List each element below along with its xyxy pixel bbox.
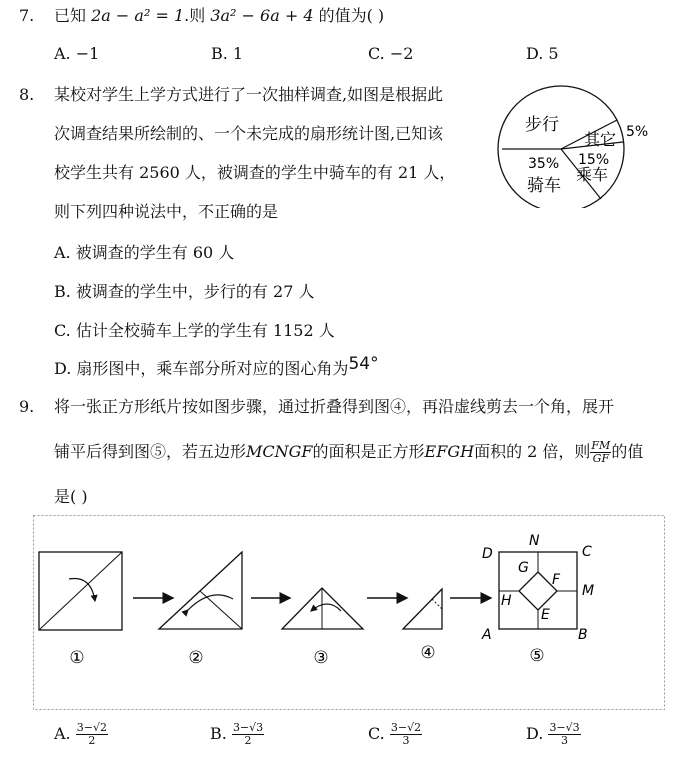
q7-option-c[interactable]: C. −2 [368,44,414,63]
step-label-4: ④ [420,643,436,663]
q9-line-2c: 面积的 2 倍，则 [474,442,591,461]
q9-option-b-den: 2 [244,734,252,747]
q9-square-name: EFGH [424,442,475,461]
point-d-label: D [482,546,493,562]
q7-option-b[interactable]: B. 1 [211,44,244,63]
step-2-figure [159,552,242,629]
q7-eq2: 3a² − 6a + 4 [210,6,314,25]
q9-option-b[interactable] [210,722,264,747]
q7-stem [54,5,384,27]
pie-label-ride-pct: 35% [528,156,560,172]
q9-option-b-num: 3−√3 [232,721,264,734]
q8-line-1: 某校对学生上学方式进行了一次抽样调查,如图是根据此 [54,85,444,104]
q8-option-b[interactable]: B. 被调查的学生中，步行的有 27 人 [54,282,315,301]
point-h-label: H [501,593,512,609]
point-g-label: G [518,560,529,576]
point-b-label: B [578,627,588,643]
q7-option-a[interactable]: A. −1 [54,44,100,63]
q8-option-d-text: D. 扇形图中，乘车部分所对应的图心角为 [54,359,349,378]
q9-line-1: 将一张正方形纸片按如图步骤，通过折叠得到图④，再沿虚线剪去一个角，展开 [54,397,615,416]
q7-stem-b: .则 [184,6,206,25]
point-f-label: F [552,572,561,588]
q9-option-c-label: C. [368,724,385,743]
q9-option-a-label: A. [54,724,71,743]
q7-number: 7. [19,6,35,25]
figure-frame [34,516,665,710]
q7-stem-c: 的值为( ) [318,6,385,25]
point-a-label: A [482,627,492,643]
step-label-1: ① [69,648,85,668]
point-n-label: N [529,533,540,549]
q8-option-d[interactable] [54,356,379,379]
q9-line-2b: 的面积是正方形 [312,442,425,461]
q8-angle: 54° [348,354,379,374]
point-e-label: E [541,607,550,623]
q7-eq1: 2a − a² = 1 [91,6,185,25]
q9-option-d-den: 3 [561,734,569,747]
step-5-figure [481,533,594,643]
pie-chart-figure [492,78,662,208]
q8-line-2: 次调查结果所绘制的、一个未完成的扇形统计图,已知该 [54,124,444,143]
pie-label-other-pct: 5% [626,124,649,140]
q9-line-2d: 的值 [611,442,644,461]
q9-option-d-num: 3−√3 [549,721,580,734]
q9-option-d-label: D. [526,724,544,743]
q9-ratio-fraction [590,440,611,465]
q9-option-c[interactable] [368,722,422,747]
q9-line-3: 是( ) [54,487,88,506]
q8-option-c[interactable]: C. 估计全校骑车上学的学生有 1152 人 [54,321,335,340]
pie-label-bus: 乘车 [576,165,609,184]
q9-option-c-frac [390,722,422,747]
q9-option-a-frac [76,722,108,747]
q9-ratio-den: GF [592,452,610,465]
q9-line-2a: 铺平后得到图⑤，若五边形 [54,442,247,461]
q9-number: 9. [19,397,35,416]
folding-steps-figure [33,515,665,710]
q9-option-a-den: 2 [88,734,96,747]
point-m-label: M [582,583,595,599]
step-label-2: ② [188,648,204,668]
step-label-3: ③ [313,648,329,668]
q9-line-2 [54,440,643,465]
step-label-5: ⑤ [529,646,545,666]
step-1-figure [39,552,122,630]
q9-option-c-den: 3 [402,734,410,747]
pie-label-walk: 步行 [525,115,559,135]
q8-line-3: 校学生共有 2560 人，被调查的学生中骑车的有 21 人， [54,163,456,182]
step-4-figure [403,589,442,629]
q9-option-d[interactable] [526,722,581,747]
q9-option-b-label: B. [210,724,227,743]
q9-option-a-num: 3−√2 [76,721,107,734]
step-3-figure [282,588,363,629]
q7-stem-a: 已知 [54,6,87,25]
q9-pentagon-name: MCNGF [246,442,313,461]
q9-option-d-frac [548,722,580,747]
q9-option-b-frac [232,722,264,747]
pie-label-other: 其它 [584,130,617,149]
q9-ratio-num: FM [591,439,611,452]
pie-label-bus-pct: 15% [578,152,610,168]
q8-number: 8. [19,85,35,104]
q7-option-d[interactable]: D. 5 [526,44,559,63]
pie-label-ride: 骑车 [527,176,561,196]
point-c-label: C [582,544,592,560]
q9-option-a[interactable] [54,722,108,747]
q9-option-c-num: 3−√2 [390,721,422,734]
q8-option-a[interactable]: A. 被调查的学生有 60 人 [54,243,235,262]
q8-line-4: 则下列四种说法中，不正确的是 [54,202,279,221]
